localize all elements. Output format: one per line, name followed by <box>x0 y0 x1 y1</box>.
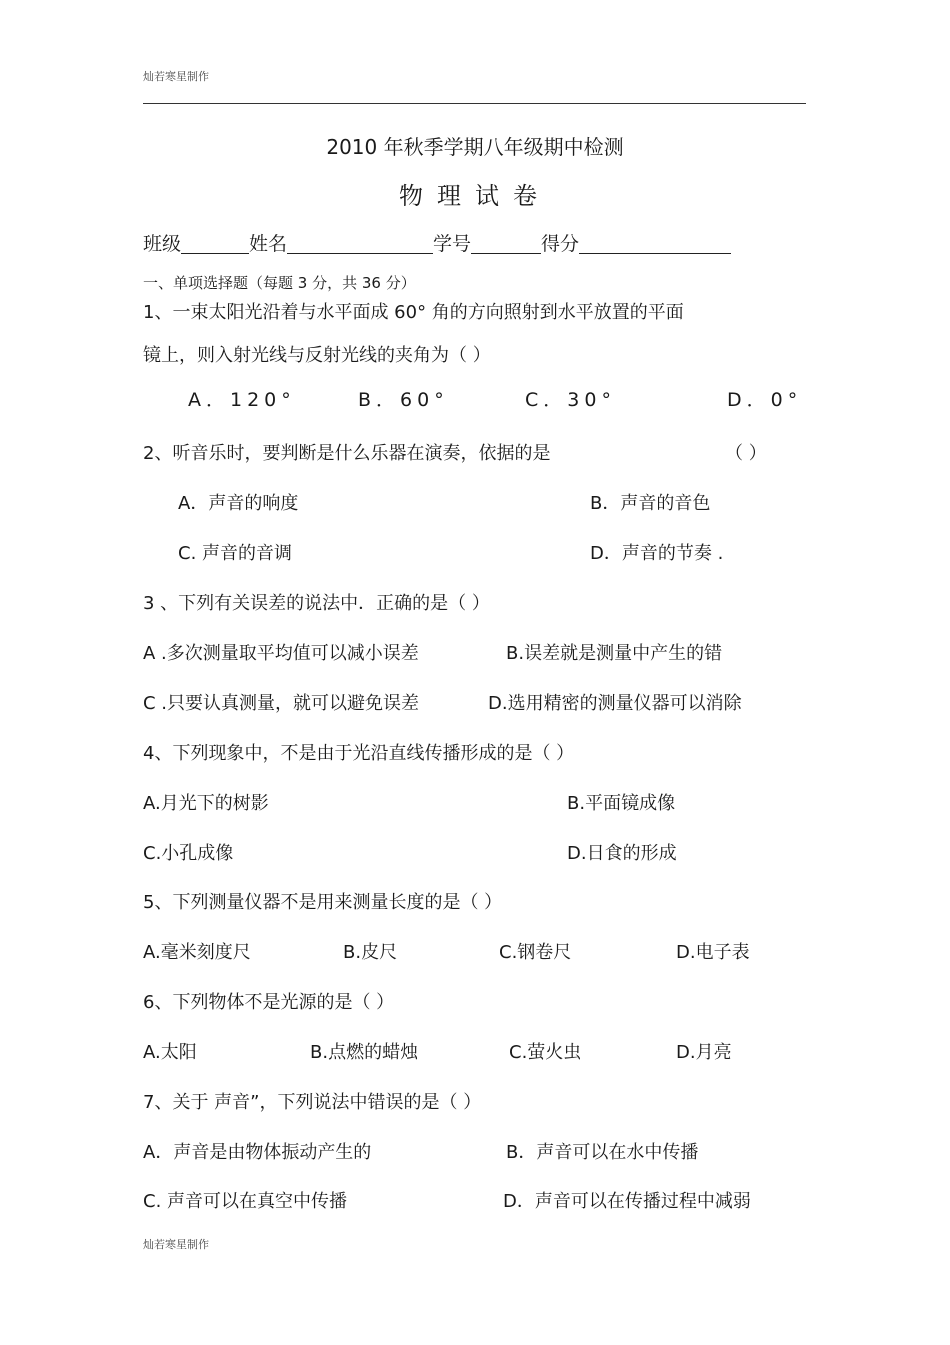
question-6-option-a: A.太阳 <box>143 1042 197 1063</box>
question-7-option-c: C. 声音可以在真空中传播 <box>143 1191 348 1212</box>
header-rule <box>143 103 806 104</box>
class-label: 班级 <box>143 233 182 255</box>
question-3-option-b: B.误差就是测量中产生的错 <box>506 643 723 664</box>
question-2-option-a: A．声音的响度 <box>178 493 299 514</box>
question-2-option-c: C. 声音的音调 <box>178 543 293 564</box>
number-label: 学号 <box>433 233 472 255</box>
question-3-option-d: D.选用精密的测量仪器可以消除 <box>488 693 742 714</box>
question-3-option-a: A .多次测量取平均值可以减小误差 <box>143 643 419 664</box>
question-6-option-b: B.点燃的蜡烛 <box>310 1042 419 1063</box>
student-info-line <box>143 229 731 256</box>
question-2-stem: 2、听音乐时，要判断是什么乐器在演奏，依据的是 <box>143 443 551 464</box>
question-6-option-d: D.月亮 <box>676 1042 732 1063</box>
question-4-stem: 4、下列现象中，不是由于光沿直线传播形成的是（ ） <box>143 743 575 764</box>
question-6-option-c: C.萤火虫 <box>509 1042 582 1063</box>
name-label: 姓名 <box>249 233 288 255</box>
question-6-stem: 6、下列物体不是光源的是（ ） <box>143 992 395 1013</box>
header-maker: 灿若寒星制作 <box>143 70 209 83</box>
question-3-option-c: C .只要认真测量，就可以避免误差 <box>143 693 420 714</box>
name-blank[interactable] <box>287 235 433 254</box>
question-1-option-c: C．30° <box>525 389 616 411</box>
score-label: 得分 <box>541 233 580 255</box>
question-1-stem-line2: 镜上，则入射光线与反射光线的夹角为（ ） <box>143 345 491 366</box>
question-4-option-a: A.月光下的树影 <box>143 793 269 814</box>
number-blank[interactable] <box>471 235 541 254</box>
question-2-option-d: D．声音的节奏 . <box>590 543 724 564</box>
question-5-stem: 5、下列测量仪器不是用来测量长度的是（ ） <box>143 892 503 913</box>
question-1-option-a: A．120° <box>188 389 296 411</box>
score-blank[interactable] <box>579 235 731 254</box>
question-5-option-b: B.皮尺 <box>343 942 398 963</box>
footer-maker: 灿若寒星制作 <box>143 1238 209 1251</box>
question-2-option-b: B．声音的音色 <box>590 493 711 514</box>
question-5-option-d: D.电子表 <box>676 942 750 963</box>
question-3-stem: 3 、下列有关误差的说法中．正确的是（ ） <box>143 593 490 614</box>
class-blank[interactable] <box>181 235 249 254</box>
question-7-option-d: D．声音可以在传播过程中减弱 <box>503 1191 751 1212</box>
exam-title: 2010 年秋季学期八年级期中检测 <box>326 135 624 159</box>
question-1-option-d: D．0° <box>727 389 803 411</box>
question-7-stem: 7、关于 声音”，下列说法中错误的是（ ） <box>143 1092 482 1113</box>
question-4-option-b: B.平面镜成像 <box>567 793 676 814</box>
question-2-answer-paren: （ ） <box>725 443 767 464</box>
question-4-option-d: D.日食的形成 <box>567 843 677 864</box>
question-1-stem-line1: 1、一束太阳光沿着与水平面成 60° 角的方向照射到水平放置的平面 <box>143 302 684 323</box>
question-7-option-a: A．声音是由物体振动产生的 <box>143 1142 372 1163</box>
question-7-option-b: B．声音可以在水中传播 <box>506 1142 699 1163</box>
question-1-option-b: B．60° <box>358 389 449 411</box>
question-5-option-c: C.钢卷尺 <box>499 942 572 963</box>
question-5-option-a: A.毫米刻度尺 <box>143 942 251 963</box>
section-heading: 一、单项选择题（每题 3 分，共 36 分） <box>143 274 416 292</box>
question-4-option-c: C.小孔成像 <box>143 843 234 864</box>
exam-subject: 物理试卷 <box>399 182 551 210</box>
